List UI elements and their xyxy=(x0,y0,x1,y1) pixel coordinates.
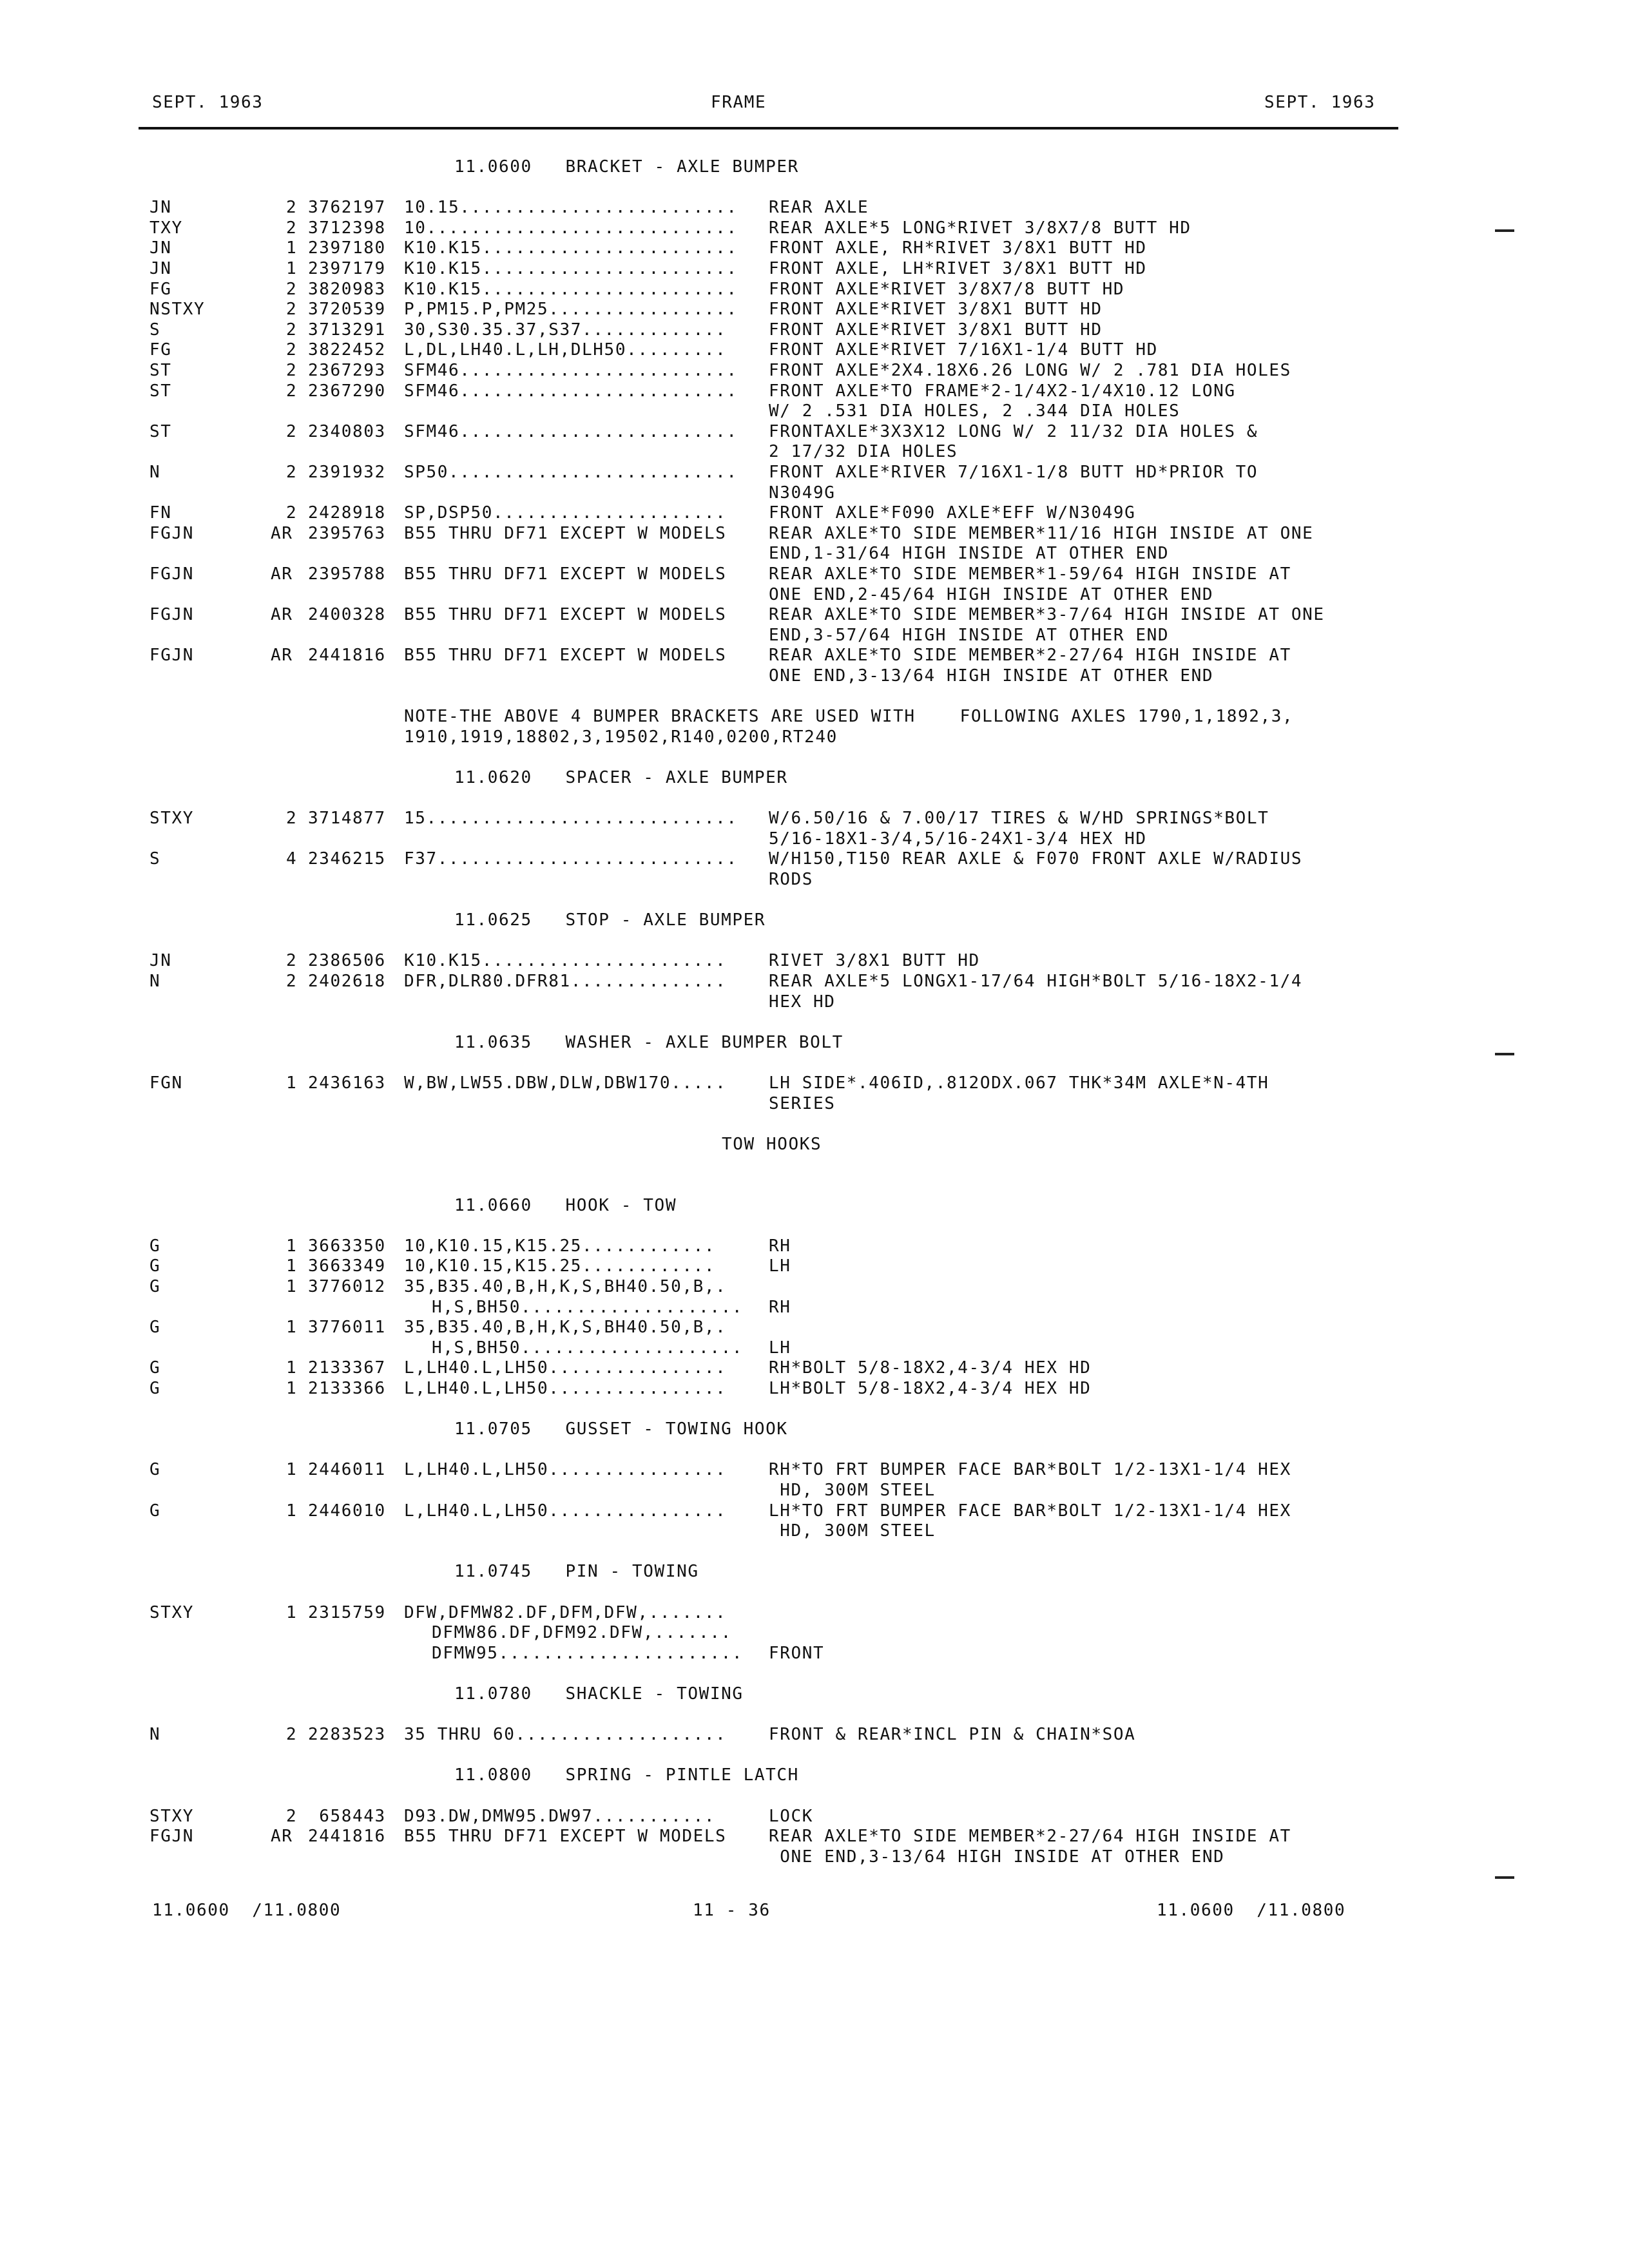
part-description: END,1-31/64 HIGH INSIDE AT OTHER END xyxy=(769,544,1170,563)
model-code: STXY xyxy=(149,1603,195,1622)
note-line xyxy=(0,727,1629,747)
part-description: REAR AXLE*TO SIDE MEMBER*3-7/64 HIGH INSIDE AT ONE xyxy=(769,605,1325,624)
part-row xyxy=(0,849,1629,869)
part-row xyxy=(0,238,1629,258)
quantity: 2 xyxy=(286,951,298,970)
applicable-models: 10............................ xyxy=(404,218,738,238)
model-code: ST xyxy=(149,361,172,380)
part-number: 2441816 xyxy=(308,1827,386,1846)
part-description: FRONT AXLE*RIVER 7/16X1-1/8 BUTT HD*PRIOR TO xyxy=(769,463,1258,482)
part-row xyxy=(0,462,1629,483)
section-heading xyxy=(0,157,1629,177)
part-number: 2446011 xyxy=(308,1460,386,1479)
model-code: FGJN xyxy=(149,1827,195,1846)
model-code: FGJN xyxy=(149,646,195,665)
part-row xyxy=(0,279,1629,300)
quantity: AR xyxy=(271,524,293,543)
part-row xyxy=(0,1358,1629,1378)
applicable-models: SP50.......................... xyxy=(404,463,738,482)
model-code: FN xyxy=(149,503,172,523)
part-number: 3663350 xyxy=(308,1236,386,1256)
section-heading xyxy=(0,1419,1629,1439)
part-number: 3776012 xyxy=(308,1277,386,1296)
part-number: 2436163 xyxy=(308,1073,386,1093)
part-description: REAR AXLE*TO SIDE MEMBER*1-59/64 HIGH INSIDE AT xyxy=(769,564,1291,584)
part-description: FRONTAXLE*3X3X12 LONG W/ 2 11/32 DIA HOLES & xyxy=(769,422,1258,441)
part-description: ONE END,3-13/64 HIGH INSIDE AT OTHER END xyxy=(769,1847,1225,1867)
part-description: LH SIDE*.406ID,.812ODX.067 THK*34M AXLE*N-4TH xyxy=(769,1073,1269,1093)
description-continuation xyxy=(0,584,1629,605)
part-description: LH*TO FRT BUMPER FACE BAR*BOLT 1/2-13X1-1/4 HEX xyxy=(769,1501,1291,1521)
description-continuation xyxy=(0,869,1629,890)
quantity: 2 xyxy=(286,198,298,217)
part-row xyxy=(0,808,1629,829)
quantity: 1 xyxy=(286,1358,298,1378)
applicable-models: 15............................ xyxy=(404,809,738,828)
part-number: 3713291 xyxy=(308,320,386,340)
model-code: G xyxy=(149,1236,161,1256)
part-row xyxy=(0,340,1629,360)
section-title: 11.0800 SPRING - PINTLE LATCH xyxy=(454,1765,799,1785)
quantity: AR xyxy=(271,605,293,624)
part-number: 2428918 xyxy=(308,503,386,523)
section-title: 11.0660 HOOK - TOW xyxy=(454,1196,677,1215)
quantity: AR xyxy=(271,564,293,584)
applicable-models: 35,B35.40,B,H,K,S,BH40.50,B,. xyxy=(404,1277,727,1296)
part-number: 3712398 xyxy=(308,218,386,238)
model-code: G xyxy=(149,1501,161,1521)
part-number: 2346215 xyxy=(308,849,386,869)
applicable-models: P,PM15.P,PM25................. xyxy=(404,300,738,319)
quantity: 2 xyxy=(286,300,298,319)
margin-mark xyxy=(1495,1876,1514,1879)
description-continuation xyxy=(0,1480,1629,1501)
part-description: REAR AXLE*5 LONGX1-17/64 HIGH*BOLT 5/16-18X2-1/4 xyxy=(769,972,1303,991)
applicable-models: W,BW,LW55.DBW,DLW,DBW170..... xyxy=(404,1073,727,1093)
part-row xyxy=(0,299,1629,320)
part-number: 3776011 xyxy=(308,1318,386,1337)
applicable-models: 35 THRU 60................... xyxy=(404,1725,727,1744)
models-continuation xyxy=(0,1338,1629,1358)
section-heading xyxy=(0,1561,1629,1582)
part-row xyxy=(0,604,1629,625)
applicable-models: SFM46......................... xyxy=(404,381,738,401)
part-number: 2397179 xyxy=(308,259,386,278)
applicable-models: DFR,DLR80.DFR81.............. xyxy=(404,972,727,991)
part-row xyxy=(0,1501,1629,1521)
applicable-models: 10.15......................... xyxy=(404,198,738,217)
model-code: G xyxy=(149,1379,161,1398)
part-description: W/6.50/16 & 7.00/17 TIRES & W/HD SPRINGS*BOLT xyxy=(769,809,1269,828)
section-title: 11.0600 BRACKET - AXLE BUMPER xyxy=(454,157,799,177)
description-continuation xyxy=(0,625,1629,646)
model-code: FGN xyxy=(149,1073,183,1093)
model-code: FGJN xyxy=(149,605,195,624)
quantity: 1 xyxy=(286,1460,298,1479)
description-continuation xyxy=(0,1093,1629,1114)
part-description: HEX HD xyxy=(769,992,836,1012)
quantity: 2 xyxy=(286,463,298,482)
group-heading xyxy=(0,1134,1629,1155)
header-title: FRAME xyxy=(711,93,767,112)
applicable-models: 30,S30.35.37,S37............. xyxy=(404,320,727,340)
margin-mark xyxy=(1495,229,1514,232)
quantity: 1 xyxy=(286,1501,298,1521)
part-row xyxy=(0,1236,1629,1256)
part-description: FRONT AXLE*RIVET 3/8X1 BUTT HD xyxy=(769,300,1103,319)
section-title: 11.0620 SPACER - AXLE BUMPER xyxy=(454,768,788,787)
part-number: 658443 xyxy=(308,1807,386,1826)
part-row xyxy=(0,218,1629,238)
part-description: LOCK xyxy=(769,1807,814,1826)
part-number: 2367293 xyxy=(308,361,386,380)
applicable-models: H,S,BH50.................... xyxy=(432,1338,744,1358)
footer-range-right: 11.0600 /11.0800 xyxy=(1157,1901,1346,1920)
note-text: 1910,1919,18802,3,19502,R140,0200,RT240 xyxy=(404,727,838,747)
quantity: 1 xyxy=(286,1603,298,1622)
part-description: RH xyxy=(769,1298,791,1317)
part-description: FRONT xyxy=(769,1644,825,1663)
model-code: JN xyxy=(149,238,172,258)
model-code: ST xyxy=(149,381,172,401)
part-row xyxy=(0,1378,1629,1399)
applicable-models: 10,K10.15,K15.25............ xyxy=(404,1236,716,1256)
part-number: 3822452 xyxy=(308,340,386,360)
description-continuation xyxy=(0,1847,1629,1867)
part-description: HD, 300M STEEL xyxy=(769,1481,936,1500)
part-row xyxy=(0,320,1629,340)
section-heading xyxy=(0,910,1629,930)
quantity: 1 xyxy=(286,238,298,258)
part-number: 2386506 xyxy=(308,951,386,970)
model-code: NSTXY xyxy=(149,300,206,319)
part-row xyxy=(0,360,1629,381)
quantity: 2 xyxy=(286,280,298,299)
part-description: LH*BOLT 5/8-18X2,4-3/4 HEX HD xyxy=(769,1379,1092,1398)
model-code: S xyxy=(149,849,161,869)
part-number: 2367290 xyxy=(308,381,386,401)
part-description: REAR AXLE*5 LONG*RIVET 3/8X7/8 BUTT HD xyxy=(769,218,1191,238)
quantity: 4 xyxy=(286,849,298,869)
applicable-models: DFMW86.DF,DFM92.DFW,....... xyxy=(432,1623,732,1642)
part-description: FRONT AXLE, LH*RIVET 3/8X1 BUTT HD xyxy=(769,259,1147,278)
quantity: 2 xyxy=(286,320,298,340)
part-number: 3720539 xyxy=(308,300,386,319)
part-description: REAR AXLE xyxy=(769,198,869,217)
part-row xyxy=(0,258,1629,279)
part-description: ONE END,2-45/64 HIGH INSIDE AT OTHER END xyxy=(769,585,1214,604)
quantity: 2 xyxy=(286,972,298,991)
part-row xyxy=(0,381,1629,401)
quantity: 2 xyxy=(286,1725,298,1744)
margin-mark xyxy=(1495,1053,1514,1055)
part-description: FRONT AXLE*RIVET 3/8X7/8 BUTT HD xyxy=(769,280,1125,299)
part-description: LH xyxy=(769,1338,791,1358)
part-description: REAR AXLE*TO SIDE MEMBER*2-27/64 HIGH INSIDE AT xyxy=(769,1827,1291,1846)
section-heading xyxy=(0,1032,1629,1053)
part-description: ONE END,3-13/64 HIGH INSIDE AT OTHER END xyxy=(769,666,1214,686)
quantity: AR xyxy=(271,1827,293,1846)
model-code: G xyxy=(149,1460,161,1479)
applicable-models: K10.K15....................... xyxy=(404,259,738,278)
part-number: 2395763 xyxy=(308,524,386,543)
part-row xyxy=(0,1276,1629,1297)
applicable-models: DFW,DFMW82.DF,DFM,DFW,....... xyxy=(404,1603,727,1622)
part-number: 3663349 xyxy=(308,1256,386,1276)
description-continuation xyxy=(0,829,1629,849)
part-description: 5/16-18X1-3/4,5/16-24X1-3/4 HEX HD xyxy=(769,829,1147,849)
note-line xyxy=(0,706,1629,727)
quantity: 1 xyxy=(286,1256,298,1276)
model-code: JN xyxy=(149,951,172,970)
header-date-left: SEPT. 1963 xyxy=(152,93,264,112)
part-row xyxy=(0,197,1629,218)
part-number: 2133366 xyxy=(308,1379,386,1398)
quantity: 1 xyxy=(286,1236,298,1256)
part-number: 3714877 xyxy=(308,809,386,828)
part-row xyxy=(0,645,1629,666)
description-continuation xyxy=(0,543,1629,564)
description-continuation xyxy=(0,401,1629,421)
applicable-models: B55 THRU DF71 EXCEPT W MODELS xyxy=(404,646,727,665)
part-number: 2441816 xyxy=(308,646,386,665)
applicable-models: B55 THRU DF71 EXCEPT W MODELS xyxy=(404,524,727,543)
applicable-models: K10.K15....................... xyxy=(404,280,738,299)
description-continuation xyxy=(0,1521,1629,1541)
applicable-models: B55 THRU DF71 EXCEPT W MODELS xyxy=(404,1827,727,1846)
section-heading xyxy=(0,1195,1629,1216)
model-code: STXY xyxy=(149,1807,195,1826)
models-continuation xyxy=(0,1297,1629,1318)
applicable-models: B55 THRU DF71 EXCEPT W MODELS xyxy=(404,605,727,624)
model-code: G xyxy=(149,1318,161,1337)
part-number: 2315759 xyxy=(308,1603,386,1622)
part-description: RODS xyxy=(769,870,814,889)
model-code: FGJN xyxy=(149,524,195,543)
section-title: 11.0745 PIN - TOWING xyxy=(454,1562,699,1581)
applicable-models: L,DL,LH40.L,LH,DLH50......... xyxy=(404,340,727,360)
part-number: 3762197 xyxy=(308,198,386,217)
part-number: 2402618 xyxy=(308,972,386,991)
part-row xyxy=(0,1459,1629,1480)
models-continuation xyxy=(0,1643,1629,1664)
applicable-models: K10.K15...................... xyxy=(404,951,727,970)
section-heading xyxy=(0,1765,1629,1785)
group-title: TOW HOOKS xyxy=(722,1135,822,1154)
part-description: FRONT & REAR*INCL PIN & CHAIN*SOA xyxy=(769,1725,1136,1744)
part-description: REAR AXLE*TO SIDE MEMBER*2-27/64 HIGH INSIDE AT xyxy=(769,646,1291,665)
part-number: 2340803 xyxy=(308,422,386,441)
header-date-right: SEPT. 1963 xyxy=(1264,93,1376,112)
part-description: FRONT AXLE*F090 AXLE*EFF W/N3049G xyxy=(769,503,1136,523)
section-title: 11.0780 SHACKLE - TOWING xyxy=(454,1684,744,1704)
quantity: 2 xyxy=(286,218,298,238)
part-number: 2283523 xyxy=(308,1725,386,1744)
model-code: FG xyxy=(149,280,172,299)
applicable-models: L,LH40.L,LH50................ xyxy=(404,1358,727,1378)
section-heading xyxy=(0,1684,1629,1704)
models-continuation xyxy=(0,1622,1629,1643)
model-code: N xyxy=(149,1725,161,1744)
part-number: 2395788 xyxy=(308,564,386,584)
applicable-models: SFM46......................... xyxy=(404,361,738,380)
part-description: RH*TO FRT BUMPER FACE BAR*BOLT 1/2-13X1-1/4 HEX xyxy=(769,1460,1291,1479)
section-title: 11.0705 GUSSET - TOWING HOOK xyxy=(454,1419,788,1439)
part-description: W/H150,T150 REAR AXLE & F070 FRONT AXLE W/RADIUS xyxy=(769,849,1303,869)
section-title: 11.0635 WASHER - AXLE BUMPER BOLT xyxy=(454,1033,843,1052)
model-code: G xyxy=(149,1256,161,1276)
applicable-models: L,LH40.L,LH50................ xyxy=(404,1501,727,1521)
part-description: HD, 300M STEEL xyxy=(769,1521,936,1541)
part-description: SERIES xyxy=(769,1094,836,1113)
quantity: AR xyxy=(271,646,293,665)
applicable-models: B55 THRU DF71 EXCEPT W MODELS xyxy=(404,564,727,584)
part-description: REAR AXLE*TO SIDE MEMBER*11/16 HIGH INSIDE AT ONE xyxy=(769,524,1314,543)
part-row xyxy=(0,1317,1629,1338)
quantity: 2 xyxy=(286,422,298,441)
part-row xyxy=(0,564,1629,584)
model-code: N xyxy=(149,463,161,482)
applicable-models: F37........................... xyxy=(404,849,738,869)
section-heading xyxy=(0,767,1629,788)
part-row xyxy=(0,1806,1629,1827)
quantity: 1 xyxy=(286,1073,298,1093)
part-description: LH xyxy=(769,1256,791,1276)
applicable-models: H,S,BH50.................... xyxy=(432,1298,744,1317)
quantity: 2 xyxy=(286,1807,298,1826)
model-code: JN xyxy=(149,198,172,217)
applicable-models: 35,B35.40,B,H,K,S,BH40.50,B,. xyxy=(404,1318,727,1337)
part-row xyxy=(0,1073,1629,1093)
model-code: ST xyxy=(149,422,172,441)
quantity: 1 xyxy=(286,1379,298,1398)
part-description: FRONT AXLE, RH*RIVET 3/8X1 BUTT HD xyxy=(769,238,1147,258)
part-description: END,3-57/64 HIGH INSIDE AT OTHER END xyxy=(769,626,1170,645)
part-row xyxy=(0,1602,1629,1623)
model-code: STXY xyxy=(149,809,195,828)
part-description: 2 17/32 DIA HOLES xyxy=(769,442,958,461)
section-title: 11.0625 STOP - AXLE BUMPER xyxy=(454,910,766,930)
model-code: FG xyxy=(149,340,172,360)
part-number: 2446010 xyxy=(308,1501,386,1521)
model-code: G xyxy=(149,1277,161,1296)
part-row xyxy=(0,1826,1629,1847)
header-rule xyxy=(139,127,1398,130)
part-description: FRONT AXLE*RIVET 7/16X1-1/4 BUTT HD xyxy=(769,340,1158,360)
applicable-models: L,LH40.L,LH50................ xyxy=(404,1379,727,1398)
quantity: 2 xyxy=(286,361,298,380)
quantity: 1 xyxy=(286,259,298,278)
model-code: S xyxy=(149,320,161,340)
part-row xyxy=(0,421,1629,442)
part-description: RH xyxy=(769,1236,791,1256)
applicable-models: K10.K15....................... xyxy=(404,238,738,258)
model-code: FGJN xyxy=(149,564,195,584)
part-row xyxy=(0,523,1629,544)
quantity: 2 xyxy=(286,340,298,360)
part-description: RIVET 3/8X1 BUTT HD xyxy=(769,951,980,970)
note-text: NOTE-THE ABOVE 4 BUMPER BRACKETS ARE USED WITH FOLLOWING AXLES 1790,1,1892,3, xyxy=(404,707,1294,726)
description-continuation xyxy=(0,483,1629,503)
footer-range-left: 11.0600 /11.0800 xyxy=(152,1901,342,1920)
quantity: 2 xyxy=(286,381,298,401)
part-number: 2400328 xyxy=(308,605,386,624)
footer-page-number: 11 - 36 xyxy=(693,1901,771,1920)
model-code: JN xyxy=(149,259,172,278)
quantity: 1 xyxy=(286,1318,298,1337)
applicable-models: L,LH40.L,LH50................ xyxy=(404,1460,727,1479)
description-continuation xyxy=(0,666,1629,686)
part-description: W/ 2 .531 DIA HOLES, 2 .344 DIA HOLES xyxy=(769,401,1181,421)
model-code: TXY xyxy=(149,218,183,238)
part-number: 2397180 xyxy=(308,238,386,258)
description-continuation xyxy=(0,992,1629,1012)
part-number: 2133367 xyxy=(308,1358,386,1378)
part-description: FRONT AXLE*TO FRAME*2-1/4X2-1/4X10.12 LONG xyxy=(769,381,1236,401)
applicable-models: SP,DSP50..................... xyxy=(404,503,727,523)
quantity: 1 xyxy=(286,1277,298,1296)
quantity: 2 xyxy=(286,503,298,523)
part-description: RH*BOLT 5/8-18X2,4-3/4 HEX HD xyxy=(769,1358,1092,1378)
applicable-models: SFM46......................... xyxy=(404,422,738,441)
model-code: N xyxy=(149,972,161,991)
part-number: 3820983 xyxy=(308,280,386,299)
description-continuation xyxy=(0,441,1629,462)
part-row xyxy=(0,503,1629,523)
applicable-models: D93.DW,DMW95.DW97........... xyxy=(404,1807,716,1826)
part-description: N3049G xyxy=(769,483,836,503)
quantity: 2 xyxy=(286,809,298,828)
part-row xyxy=(0,1724,1629,1745)
part-row xyxy=(0,950,1629,971)
part-row xyxy=(0,971,1629,992)
model-code: G xyxy=(149,1358,161,1378)
applicable-models: DFMW95...................... xyxy=(432,1644,744,1663)
part-number: 2391932 xyxy=(308,463,386,482)
part-description: FRONT AXLE*2X4.18X6.26 LONG W/ 2 .781 DIA HOLES xyxy=(769,361,1291,380)
part-row xyxy=(0,1256,1629,1276)
part-description: FRONT AXLE*RIVET 3/8X1 BUTT HD xyxy=(769,320,1103,340)
applicable-models: 10,K10.15,K15.25............ xyxy=(404,1256,716,1276)
